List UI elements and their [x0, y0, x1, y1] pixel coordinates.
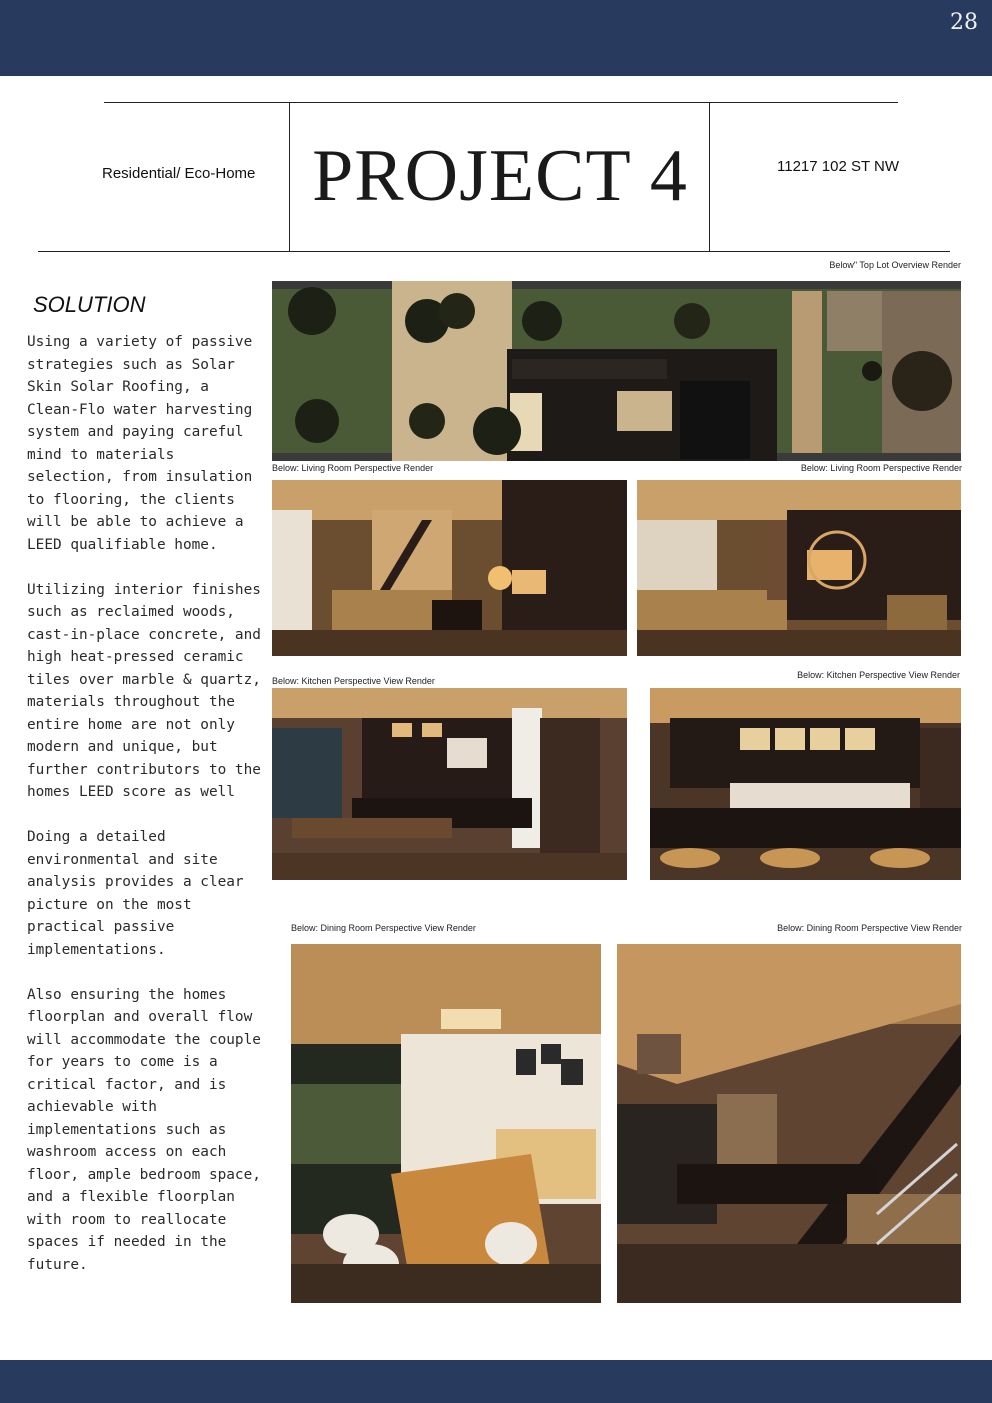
solution-paragraph: Also ensuring the homes floorplan and overall flow will accommodate the couple for years to come is a critical factor, and is achievable with implementations such as washroom access on each floor, ample bedroom space, and a flexible floorplan with room to reallocate spaces if needed in the future. — [27, 986, 261, 1273]
kitchen-render-right — [650, 688, 961, 880]
section-heading: SOLUTION — [33, 292, 146, 317]
header-divider-left — [289, 102, 290, 252]
living-room-render-right — [637, 480, 961, 656]
header-rule-bottom — [38, 251, 950, 252]
kitchen-render-left — [272, 688, 627, 880]
header-rule-top — [104, 102, 898, 103]
header-divider-right — [709, 102, 710, 252]
solution-paragraph: Doing a detailed environmental and site analysis provides a clear picture on the most practical passive implementations. — [27, 829, 244, 958]
dining-room-render-left — [291, 944, 601, 1303]
solution-paragraph: Utilizing interior finishes such as reclaimed woods, cast-in-place concrete, and high heat-pressed ceramic tiles over marble & quartz, materials throughout the entire home are not only modern and unique, but further contributors to the homes LEED score as well — [27, 581, 261, 800]
caption-dining-left: Below: Dining Room Perspective View Render — [291, 923, 476, 933]
living-room-render-left — [272, 480, 627, 656]
bottom-banner — [0, 1360, 992, 1403]
project-address: 11217 102 ST NW — [777, 158, 900, 175]
caption-dining-right: Below: Dining Room Perspective View Render — [777, 923, 962, 933]
page-title: PROJECT 4 — [312, 135, 688, 217]
caption-top-lot: Below" Top Lot Overview Render — [829, 260, 961, 270]
caption-kitchen-right: Below: Kitchen Perspective View Render — [797, 670, 960, 680]
top-banner — [0, 0, 992, 76]
caption-living-right: Below: Living Room Perspective Render — [800, 463, 962, 473]
caption-kitchen-left: Below: Kitchen Perspective View Render — [272, 676, 435, 686]
project-category: Residential/ Eco-Home — [102, 165, 256, 182]
dining-room-render-right — [617, 944, 961, 1303]
caption-living-left: Below: Living Room Perspective Render — [272, 463, 434, 473]
solution-text — [27, 331, 267, 1299]
top-lot-render — [272, 281, 961, 461]
solution-paragraph: Using a variety of passive strategies such as Solar Skin Solar Roofing, a Clean-Flo water harvesting system and paying careful mind to materials selection, from insulation to flooring, the clients will be able to achieve a LEED qualifiable home. — [27, 334, 253, 553]
page-number: 28 — [950, 10, 978, 35]
